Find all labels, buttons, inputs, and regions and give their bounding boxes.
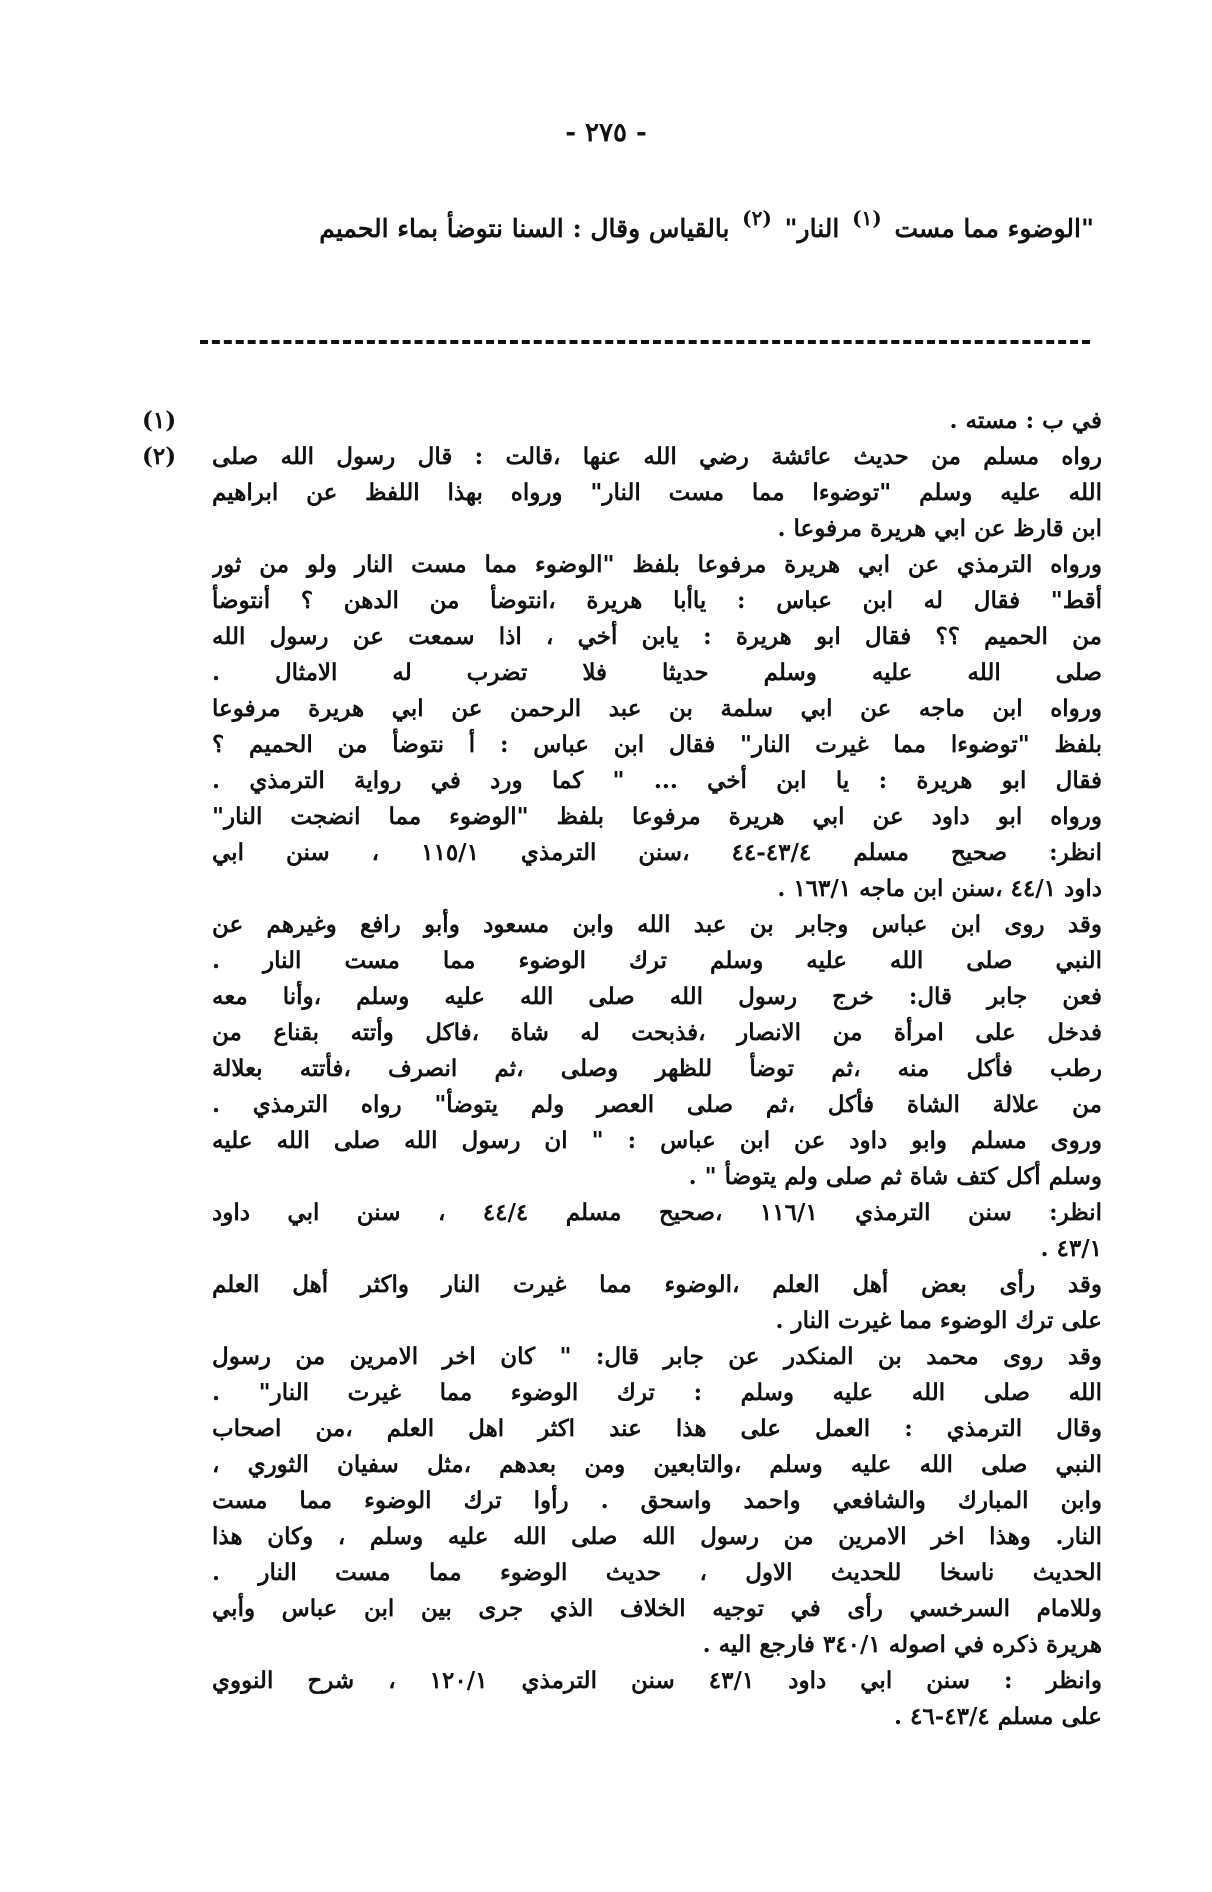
footnote-line: انظر: سنن الترمذي ١١٦/١ ،صحيح مسلم ٤٤/٤ ، سنن ابي داود [212, 1199, 1102, 1226]
footnote [142, 439, 1102, 1735]
footnote-line: على مسلم ٤٣/٤-٤٦ . [893, 1703, 1102, 1730]
footnote-line: وانظر : سنن ابي داود ٤٣/١ سنن الترمذي ١٢٠/١ ، شرح النووي [212, 1667, 1102, 1694]
page-number: - ٢٧٥ - [565, 118, 647, 148]
footnote-line: هريرة ذكره في اصوله ٣٤٠/١ فارجع اليه . [702, 1631, 1102, 1658]
footnote-body [212, 439, 1102, 1735]
footnote-line: وروى مسلم وابو داود عن ابن عباس : " ان رسول الله صلى الله عليه [212, 1127, 1102, 1154]
main-text-part-1: "الوضوء مما مست [894, 214, 1094, 243]
footnote-line: ورواه ابن ماجه عن ابي سلمة بن عبد الرحمن عن ابي هريرة مرفوعا [212, 695, 1102, 722]
footnote-line: النار. وهذا اخر الامرين من رسول الله صلى الله عليه وسلم ، وكان هذا [212, 1523, 1102, 1550]
footnote-line: فقال ابو هريرة : يا ابن أخي ... " كما ورد في رواية الترمذي . [212, 767, 1102, 794]
footnote-line: وقد روى محمد بن المنكدر عن جابر قال: " كان اخر الامرين من رسول [212, 1343, 1102, 1370]
footnote-line: فعن جابر قال: خرج رسول الله صلى الله عليه وسلم ،وأنا معه [212, 983, 1102, 1010]
footnote-separator [200, 340, 1090, 344]
footnote-marker-2: (٢) [742, 206, 772, 230]
footnote-line: صلى الله عليه وسلم حديثا فلا تضرب له الامثال . [212, 659, 1102, 686]
footnote-line: وللامام السرخسي رأى في توجيه الخلاف الذي جرى بين ابن عباس وأبي [212, 1595, 1102, 1622]
footnote-line: وابن المبارك والشافعي واحمد واسحق . رأوا ترك الوضوء مما مست [212, 1487, 1102, 1514]
footnote-line: في ب : مسته . [949, 407, 1102, 434]
footnote-line: الحديث ناسخا للحديث الاول ، حديث الوضوء مما مست النار . [212, 1559, 1102, 1586]
footnote-number: (١) [142, 407, 177, 434]
footnotes-section [142, 403, 1102, 1735]
footnote-line: وقال الترمذي : العمل على هذا عند اكثر اهل العلم ،من اصحاب [212, 1415, 1102, 1442]
footnote-line: من علالة الشاة فأكل ،ثم صلى العصر ولم يتوضأ" رواه الترمذي . [212, 1091, 1102, 1118]
footnote-line: فدخل على امرأة من الانصار ،فذبحت له شاة ،فاكل وأتته بقناع من [212, 1019, 1102, 1046]
footnote-line: ورواه ابو داود عن ابي هريرة مرفوعا بلفظ "الوضوء مما انضجت النار" [212, 803, 1102, 830]
footnote-line: وسلم أكل كتف شاة ثم صلى ولم يتوضأ " . [688, 1163, 1102, 1190]
footnote-line: رطب فأكل منه ،ثم توضأ للظهر وصلى ،ثم انصرف ،فأتته بعلالة [212, 1055, 1102, 1082]
footnote-line: داود ٤٤/١ ،سنن ابن ماجه ١٦٣/١ . [777, 875, 1102, 902]
footnote-line: النبي صلى الله عليه وسلم ترك الوضوء مما مست النار . [212, 947, 1102, 974]
footnote-line: بلفظ "توضوءا مما غيرت النار" فقال ابن عباس : أ نتوضأ من الحميم ؟ [212, 731, 1102, 758]
main-text-line [134, 198, 1094, 249]
footnote-body [212, 403, 1102, 439]
footnote-marker-1: (١) [852, 206, 882, 230]
footnote [142, 403, 1102, 439]
footnote-number: (٢) [142, 443, 177, 470]
footnote-line: النبي صلى الله عليه وسلم ،والتابعين ومن بعدهم ،مثل سفيان الثوري ، [212, 1451, 1102, 1478]
footnote-line: وقد روى ابن عباس وجابر بن عبد الله وابن مسعود وأبو رافع وغيرهم عن [212, 911, 1102, 938]
footnote-line: وقد رأى بعض أهل العلم ،الوضوء مما غيرت النار واكثر أهل العلم [212, 1271, 1102, 1298]
main-text-part-3: بالقياس وقال : السنا نتوضأ بماء الحميم [319, 214, 730, 243]
footnote-line: ابن قارظ عن ابي هريرة مرفوعا . [777, 515, 1102, 542]
footnote-line: من الحميم ؟؟ فقال ابو هريرة : يابن أخي ، اذا سمعت عن رسول الله [212, 623, 1102, 650]
footnote-line: الله صلى الله عليه وسلم : ترك الوضوء مما غيرت النار" . [212, 1379, 1102, 1406]
footnote-line: على ترك الوضوء مما غيرت النار . [775, 1307, 1102, 1334]
footnote-line: رواه مسلم من حديث عائشة رضي الله عنها ،قالت : قال رسول الله صلى [212, 443, 1102, 470]
main-text-part-2: النار" [784, 214, 840, 243]
footnote-line: ورواه الترمذي عن ابي هريرة مرفوعا بلفظ "الوضوء مما مست النار ولو من ثور [212, 551, 1102, 578]
footnote-line: أقط" فقال له ابن عباس : ياأبا هريرة ،انتوضأ من الدهن ؟ أنتوضأ [212, 587, 1102, 614]
footnote-line: ٤٣/١ . [1040, 1235, 1102, 1262]
footnote-line: الله عليه وسلم "توضوءا مما مست النار" ورواه بهذا اللفظ عن ابراهيم [212, 479, 1102, 506]
footnote-line: انظر: صحيح مسلم ٤٣/٤-٤٤ ،سنن الترمذي ١١٥/١ ، سنن ابي [212, 839, 1102, 866]
